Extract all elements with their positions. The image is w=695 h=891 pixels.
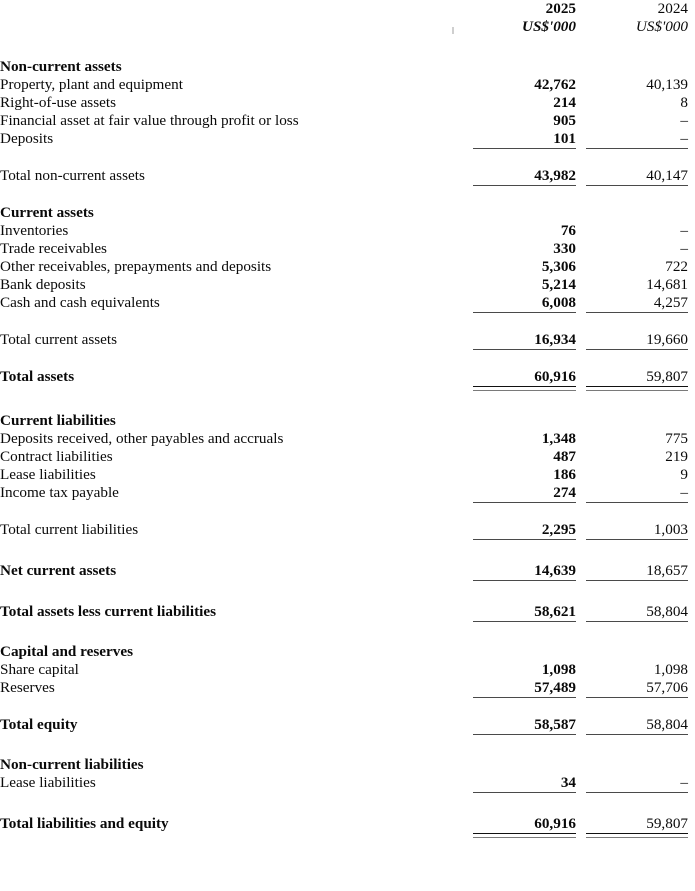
table-row — [0, 448, 695, 466]
total-row-total-assets — [0, 368, 695, 386]
total-value-2024: 59,807 — [646, 815, 688, 832]
table-row — [0, 76, 695, 94]
row-label: Trade receivables — [0, 240, 107, 257]
scan-artifact — [452, 27, 454, 34]
subtotal-row — [0, 167, 695, 185]
spacer — [0, 503, 695, 522]
row-label: Financial asset at fair value through profit or loss — [0, 112, 299, 129]
section-heading-row — [0, 412, 695, 430]
row-value-2024: 8 — [680, 94, 688, 111]
row-value-2024: 775 — [665, 430, 688, 447]
row-value-2025: 34 — [560, 774, 576, 791]
row-value-2024: – — [680, 130, 688, 147]
subtotal-label: Total current assets — [0, 331, 118, 348]
subtotal-value-2024: 40,147 — [646, 167, 688, 184]
row-label: Property, plant and equipment — [0, 76, 183, 93]
header-row-years — [0, 0, 695, 18]
subtotal-value-2024: 1,003 — [653, 521, 688, 538]
total-row-net-current-assets — [0, 562, 695, 580]
heading-current-liabilities: Current liabilities — [0, 412, 116, 429]
row-label: Inventories — [0, 222, 69, 239]
row-value-2024: 40,139 — [646, 76, 688, 93]
section-heading-row — [0, 58, 695, 76]
row-label: Lease liabilities — [0, 466, 96, 483]
row-label: Share capital — [0, 661, 79, 678]
row-label: Deposits — [0, 130, 54, 147]
row-value-2025: 5,306 — [541, 258, 576, 275]
row-label: Income tax payable — [0, 484, 119, 501]
table-row — [0, 130, 695, 148]
total-value-2024: 58,804 — [646, 716, 688, 733]
row-value-2025: 1,348 — [541, 430, 576, 447]
table-row — [0, 112, 695, 130]
total-row-total-equity — [0, 716, 695, 734]
section-heading-row — [0, 756, 695, 774]
total-label: Total liabilities and equity — [0, 815, 169, 832]
row-value-2025: 214 — [553, 94, 576, 111]
spacer — [0, 622, 695, 644]
spacer — [0, 735, 695, 757]
row-value-2024: 1,098 — [653, 661, 688, 678]
total-row-total-liabilities-and-equity — [0, 815, 695, 833]
subtotal-row — [0, 331, 695, 349]
table-row — [0, 294, 695, 312]
subtotal-label: Total current liabilities — [0, 521, 139, 538]
row-value-2025: 101 — [553, 130, 576, 147]
subtotal-value-2025: 16,934 — [534, 331, 576, 348]
subtotal-value-2025: 43,982 — [534, 167, 576, 184]
subtotal-value-2024: 19,660 — [646, 331, 688, 348]
table-row — [0, 679, 695, 697]
row-value-2024: 722 — [665, 258, 688, 275]
header-unit-2024: US$'000 — [635, 18, 688, 35]
header-row-units — [0, 18, 695, 36]
table-row — [0, 466, 695, 484]
spacer — [0, 36, 695, 54]
spacer — [0, 186, 695, 205]
total-value-2025: 14,639 — [534, 562, 576, 579]
row-label: Cash and cash equivalents — [0, 294, 160, 311]
total-row-assets-less-current-liabilities — [0, 603, 695, 621]
row-value-2024: – — [680, 222, 688, 239]
table-row — [0, 484, 695, 502]
heading-non-current-liabilities: Non-current liabilities — [0, 756, 144, 773]
row-value-2024: 4,257 — [653, 294, 688, 311]
table-row — [0, 258, 695, 276]
table-row — [0, 774, 695, 792]
table-row — [0, 661, 695, 679]
spacer — [0, 540, 695, 563]
row-value-2024: 14,681 — [646, 276, 688, 293]
total-value-2024: 18,657 — [646, 562, 688, 579]
row-value-2024: – — [680, 484, 688, 501]
row-value-2024: 57,706 — [646, 679, 688, 696]
row-label: Lease liabilities — [0, 774, 96, 791]
header-year-2024: 2024 — [657, 0, 688, 17]
table-row — [0, 240, 695, 258]
subtotal-label: Total non-current assets — [0, 167, 145, 184]
total-value-2025: 60,916 — [534, 815, 576, 832]
row-value-2025: 6,008 — [541, 294, 576, 311]
header-blank — [0, 0, 472, 18]
total-value-2025: 58,587 — [534, 716, 576, 733]
row-label: Contract liabilities — [0, 448, 113, 465]
spacer — [0, 391, 695, 413]
row-value-2025: 1,098 — [541, 661, 576, 678]
row-value-2024: 9 — [680, 466, 688, 483]
header-unit-2025: US$'000 — [521, 18, 576, 35]
row-value-2025: 330 — [553, 240, 576, 257]
total-value-2024: 58,804 — [646, 603, 688, 620]
row-value-2025: 57,489 — [534, 679, 576, 696]
row-value-2024: – — [680, 112, 688, 129]
spacer — [0, 581, 695, 604]
total-value-2024: 59,807 — [646, 368, 688, 385]
row-value-2025: 274 — [553, 484, 576, 501]
total-label: Total assets less current liabilities — [0, 603, 216, 620]
total-label: Total equity — [0, 716, 78, 733]
row-label: Right-of-use assets — [0, 94, 116, 111]
rule-2025-second — [473, 837, 576, 838]
row-value-2025: 186 — [553, 466, 576, 483]
total-value-2025: 58,621 — [534, 603, 576, 620]
row-value-2024: 219 — [665, 448, 688, 465]
spacer — [0, 793, 695, 816]
row-value-2024: – — [680, 240, 688, 257]
header-year-2025: 2025 — [545, 0, 576, 17]
row-label: Deposits received, other payables and accruals — [0, 430, 284, 447]
rule-2024-second — [586, 837, 688, 838]
row-value-2025: 487 — [553, 448, 576, 465]
table-row — [0, 94, 695, 112]
grand-total-rule-second — [0, 837, 695, 838]
subtotal-value-2025: 2,295 — [541, 521, 576, 538]
row-label: Reserves — [0, 679, 55, 696]
total-label: Net current assets — [0, 562, 117, 579]
row-label: Bank deposits — [0, 276, 86, 293]
section-heading-row — [0, 204, 695, 222]
spacer — [0, 350, 695, 369]
table-row — [0, 430, 695, 448]
table-row — [0, 276, 695, 294]
row-label: Other receivables, prepayments and deposits — [0, 258, 272, 275]
heading-capital-and-reserves: Capital and reserves — [0, 643, 134, 660]
section-heading-row — [0, 643, 695, 661]
row-value-2025: 42,762 — [534, 76, 576, 93]
spacer — [0, 149, 695, 168]
row-value-2024: – — [680, 774, 688, 791]
row-value-2025: 5,214 — [541, 276, 576, 293]
subtotal-row — [0, 521, 695, 539]
row-value-2025: 76 — [560, 222, 576, 239]
heading-non-current-assets: Non-current assets — [0, 58, 122, 75]
spacer — [0, 313, 695, 332]
total-value-2025: 60,916 — [534, 368, 576, 385]
spacer — [0, 698, 695, 717]
table-row — [0, 222, 695, 240]
row-value-2025: 905 — [553, 112, 576, 129]
heading-current-assets: Current assets — [0, 204, 94, 221]
total-label: Total assets — [0, 368, 75, 385]
